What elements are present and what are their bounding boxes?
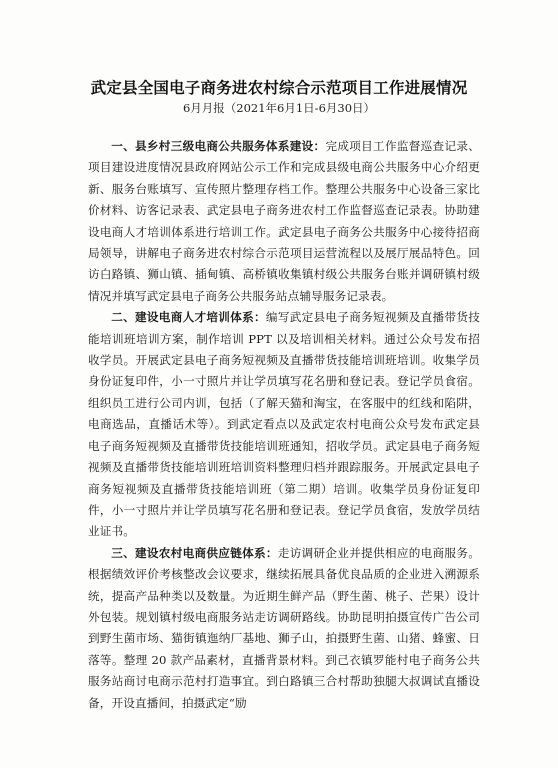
section-talent-training [88,307,480,542]
section-supply-chain [88,543,480,714]
document-body [88,136,480,714]
section-heading: 二、建设电商人才培训体系： [111,310,266,325]
section-text: 完成项目工作监督巡查记录、项目建设进度情况县政府网站公示工作和完成县级电商公共服务中心介绍更新、服务台账填写、宣传照片整理存档工作。整理公共服务中心设备三家比价材料、访客记录表、武定县电子商务进农村工作监督巡查记录表。协助建设电商人才培训体系进行培训工作。武定县电子商务公共服务中心接待招商局领导，讲解电子商务进农村综合示范项目运营流程以及展厅展品特色。回访白路镇、狮山镇、插甸镇、高桥镇收集镇村级公共服务台账并调研镇村级情况并填写武定县电子商务公共服务站点辅导服务记录表。 [88,139,481,303]
section-heading: 一、县乡村三级电商公共服务体系建设： [111,139,326,153]
document-subtitle: 6月月报（2021年6月1日-6月30日） [182,101,376,115]
section-county-service-system [88,136,480,307]
section-text: 走访调研企业并提供相应的电商服务。根据绩效评价考核整改会议要求，继续拓展具备优良品质的企业进入溯源系统，提高产品种类以及数量。为近期生鲜产品（野生菌、桃子、芒果）设计外包装。规划镇村级电商服务站走访调研路线。协助昆明拍摄宣传广告公司到野生菌市场、猫街镇迤纳厂基地、狮子山，拍摄野生菌、山猪、蜂蜜、日落等。整理 20 款产品素材，直播背景材料。到己衣镇罗能村电子商务公共服务站商讨电商示范村打造事宜。到白路镇三合村帮助独腿大叔调试直播设备，开设直播间，拍摄武定“励 [88,545,480,710]
document-title: 武定县全国电子商务进农村综合示范项目工作进展情况 [90,79,468,97]
section-heading: 三、建设农村电商供应链体系： [111,545,278,560]
section-text: 编写武定县电子商务短视频及直播带货技能培训班培训方案，制作培训 PPT 以及培训相关材料。通过公众号发布招收学员。开展武定县电子商务短视频及直播带货技能培训班培训。收集学员身份证复印件，小一寸照片并让学员填写花名册和登记表。登记学员食宿。组织员工进行公司内训，包括（了解天猫和淘宝，在客服中的红线和陷阱，电商选品，直播话术等）。到武定看点以及武定农村电商公众号发布武定县电子商务短视频及直播带货技能培训班通知，招收学员。武定县电子商务短视频及直播带货技能培训班培训资料整理归档并跟踪服务。开展武定县电子商务短视频及直播带货技能培训班（第二期）培训。收集学员身份证复印件，小一寸照片并让学员填写花名册和登记表。登记学员食宿，发放学员结业证书。 [88,310,481,539]
